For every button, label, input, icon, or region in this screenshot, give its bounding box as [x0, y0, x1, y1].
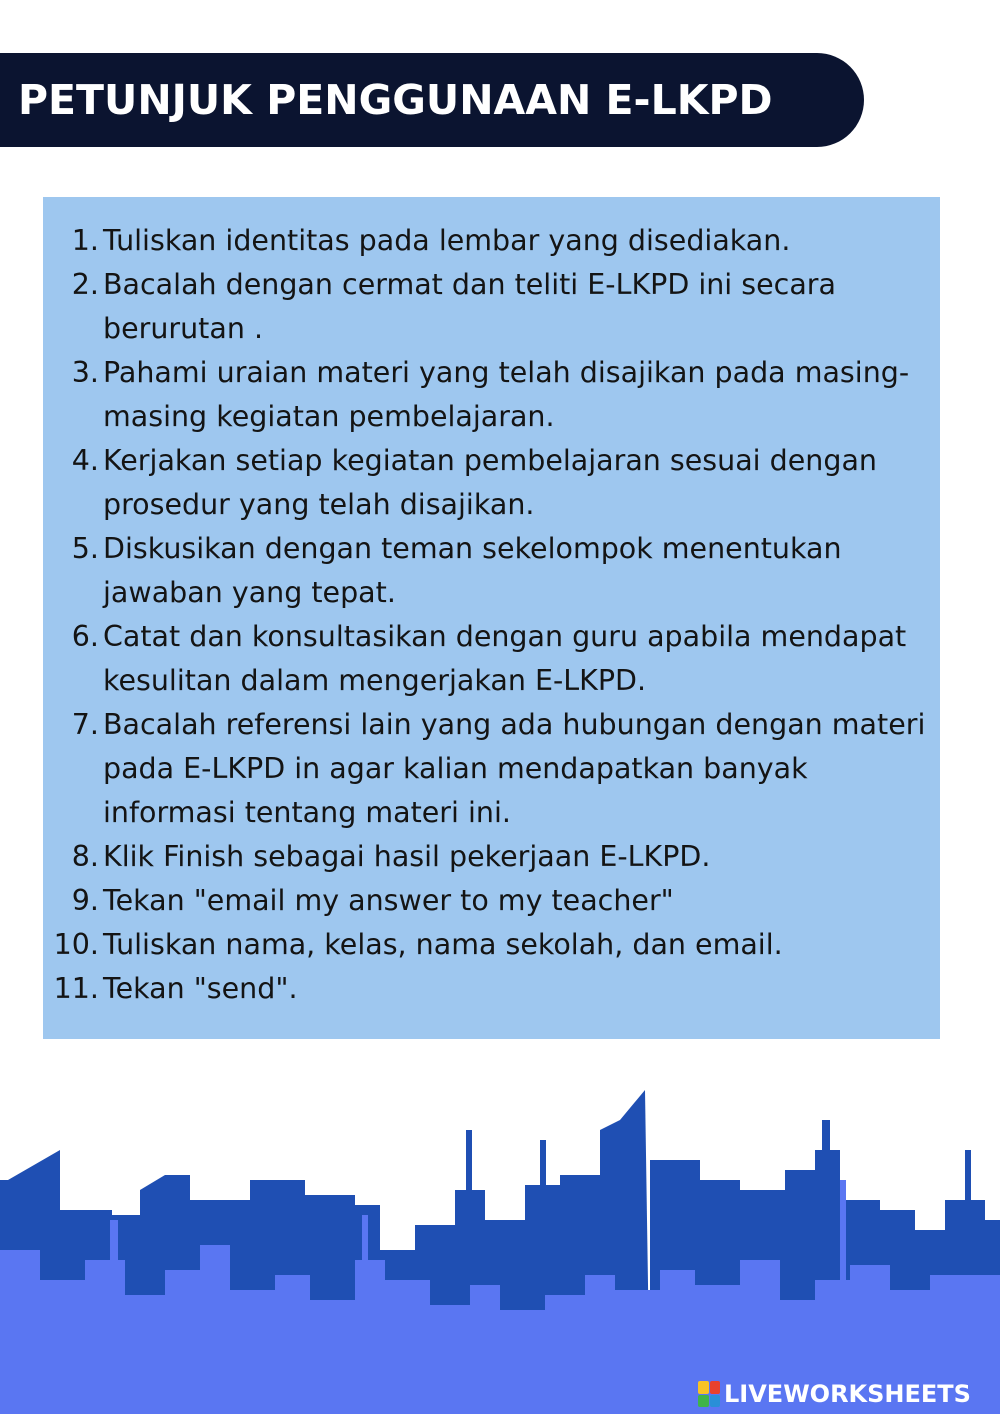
list-item [43, 351, 940, 439]
step-text: Diskusikan dengan teman sekelompok menentukan jawaban yang tepat. [103, 532, 842, 609]
step-text: Tekan "email my answer to my teacher" [103, 884, 674, 917]
step-text: Kerjakan setiap kegiatan pembelajaran sesuai dengan prosedur yang telah disajikan. [103, 444, 877, 521]
city-skyline-illustration [0, 1080, 1000, 1414]
step-number: 4. [71, 444, 99, 477]
step-number: 7. [71, 708, 99, 741]
instructions-box [43, 197, 940, 1039]
step-number: 6. [71, 620, 99, 653]
step-number: 5. [71, 532, 99, 565]
step-text: Tuliskan identitas pada lembar yang disediakan. [103, 224, 791, 257]
step-text: Tuliskan nama, kelas, nama sekolah, dan email. [103, 928, 783, 961]
list-item [43, 879, 940, 923]
list-item [43, 219, 940, 263]
step-number: 8. [71, 840, 99, 873]
step-number: 1. [71, 224, 99, 257]
step-number: 9. [71, 884, 99, 917]
title-banner [0, 53, 864, 147]
step-text: Bacalah dengan cermat dan teliti E-LKPD ini secara berurutan . [103, 268, 836, 345]
liveworksheets-logo-icon [698, 1381, 720, 1407]
step-number: 10. [53, 928, 99, 961]
watermark-text: LIVEWORKSHEETS [724, 1380, 971, 1408]
step-text: Catat dan konsultasikan dengan guru apabila mendapat kesulitan dalam mengerjakan E-LKPD. [103, 620, 907, 697]
list-item [43, 527, 940, 615]
liveworksheets-watermark [698, 1380, 971, 1408]
list-item [43, 703, 940, 835]
page-title: PETUNJUK PENGGUNAAN E-LKPD [18, 76, 773, 124]
step-number: 3. [71, 356, 99, 389]
step-number: 11. [53, 972, 99, 1005]
list-item [43, 615, 940, 703]
list-item [43, 967, 940, 1011]
step-number: 2. [71, 268, 99, 301]
list-item [43, 923, 940, 967]
list-item [43, 835, 940, 879]
step-text: Klik Finish sebagai hasil pekerjaan E-LKPD. [103, 840, 711, 873]
step-text: Tekan "send". [103, 972, 298, 1005]
instruction-list [43, 219, 940, 1011]
list-item [43, 263, 940, 351]
step-text: Pahami uraian materi yang telah disajikan pada masing-masing kegiatan pembelajaran. [103, 356, 910, 433]
list-item [43, 439, 940, 527]
step-text: Bacalah referensi lain yang ada hubungan dengan materi pada E-LKPD in agar kalian mendapatkan banyak informasi tentang materi ini. [103, 708, 926, 829]
